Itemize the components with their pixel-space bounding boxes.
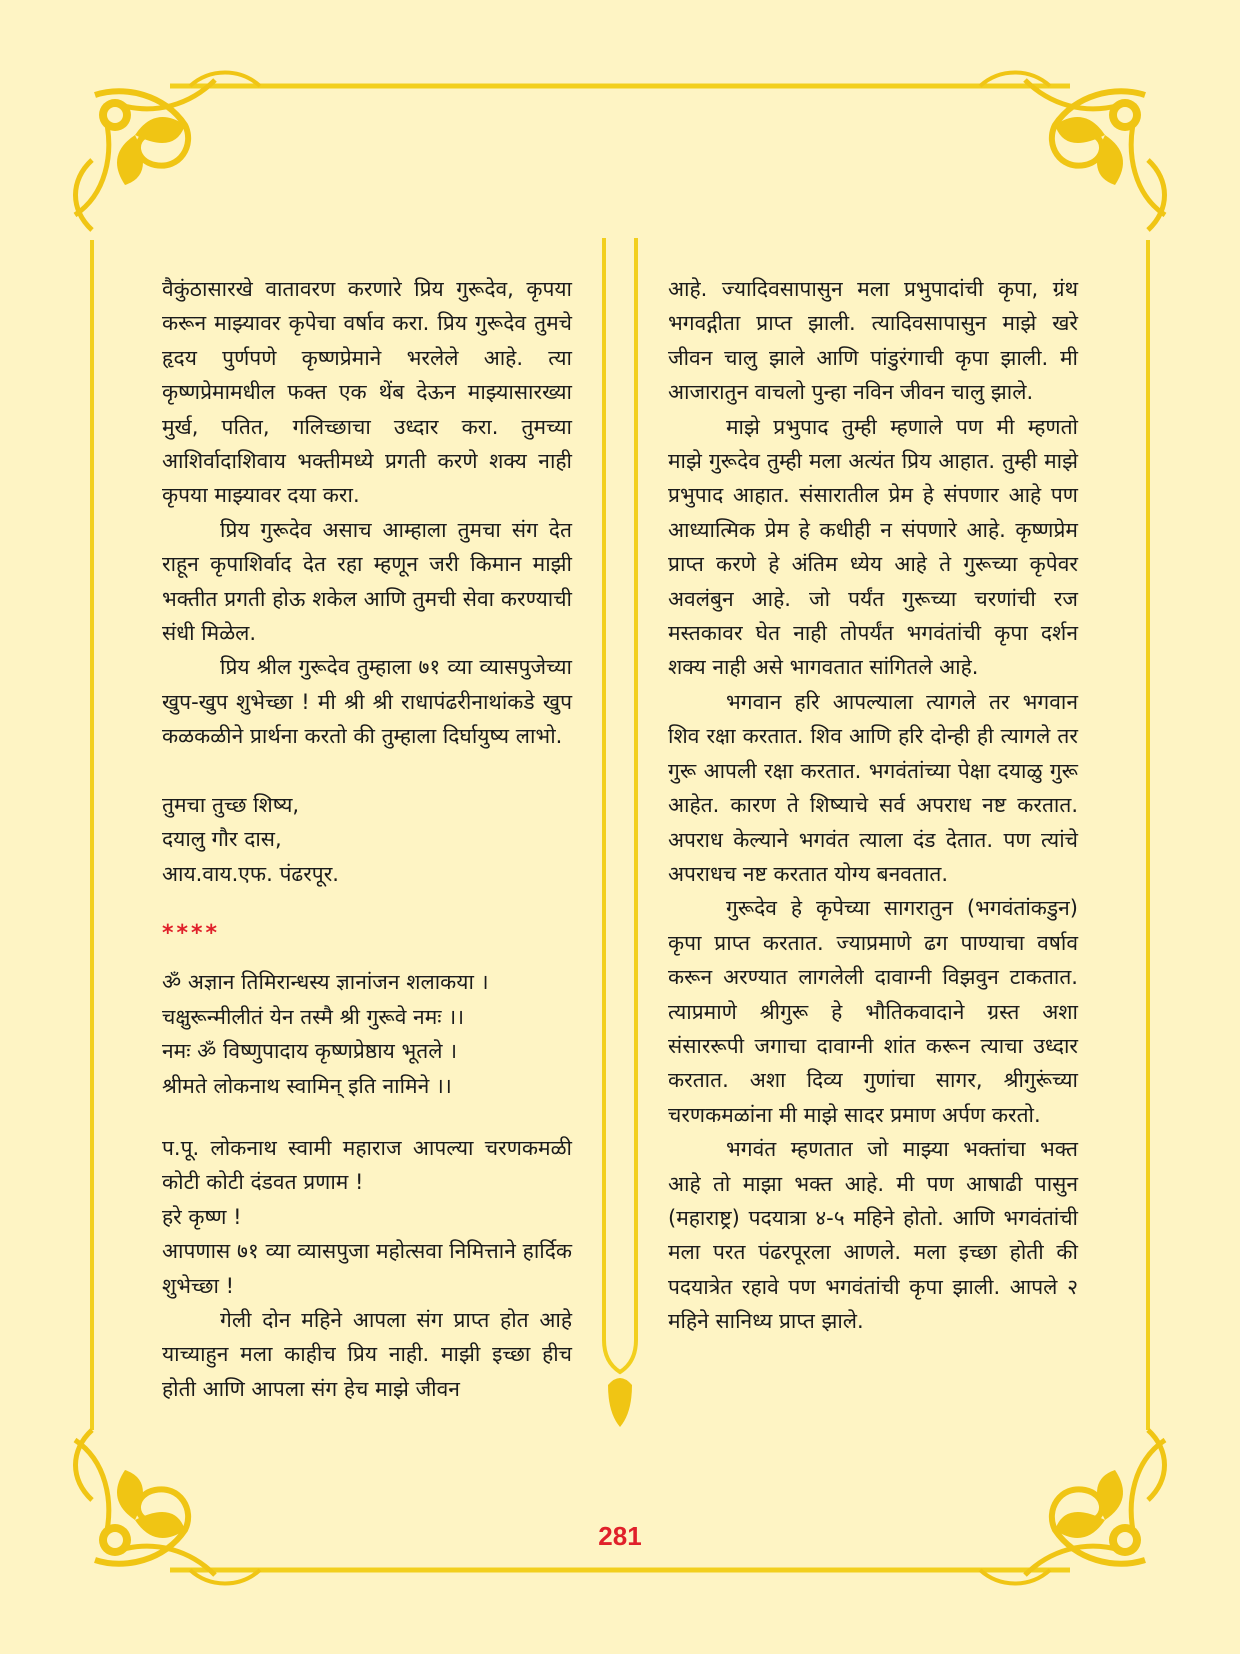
left-column bbox=[162, 272, 572, 1406]
section-separator: **** bbox=[162, 920, 221, 946]
signoff-line: दयालु गौर दास, bbox=[162, 827, 282, 852]
shloka bbox=[162, 965, 572, 1103]
shloka-line: ॐ अज्ञान तिमिरान्धस्य ज्ञानांजन शलाकया । bbox=[162, 970, 489, 995]
salutation: प.पू. लोकनाथ स्वामी महाराज आपल्या चरणकमळी कोटी कोटी दंडवत प्रणाम ! bbox=[162, 1135, 572, 1195]
paragraph: प्रिय श्रील गुरूदेव तुम्हाला ७१ व्या व्यासपुजेच्या खुप-खुप शुभेच्छा ! मी श्री श्री राधापंढरीनाथांकडे खुप कळकळीने प्रार्थना करतो की तुम्हाला दिर्घायुष्य लाभो. bbox=[162, 655, 572, 749]
page-number: 281 bbox=[598, 1521, 642, 1551]
hare-krishna: हरे कृष्ण ! bbox=[162, 1204, 242, 1229]
paragraph: आहे. ज्यादिवसापासुन मला प्रभुपादांची कृपा, ग्रंथ भगवद्गीता प्राप्त झाली. त्यादिवसापासुन माझे खरे जीवन चालु झाले आणि पांडुरंगाची कृपा झाली. मी आजारातुन वाचलो पुन्हा नविन जीवन चालु झाले. bbox=[668, 277, 1078, 405]
tilak-divider-icon bbox=[604, 238, 636, 1427]
paragraph: वैकुंठासारखे वातावरण करणारे प्रिय गुरूदेव, कृपया करून माझ्यावर कृपेचा वर्षाव करा. प्रिय गुरूदेव तुमचे हृदय पुर्णपणे कृष्णप्रेमाने भरलेले आहे. त्या कृष्णप्रेमामधील फक्त एक थेंब देऊन माझ्यासारख्या मुर्ख, पतित, गलिच्छाचा उध्दार करा. तुमच्या आशिर्वादाशिवाय भक्तीमध्ये प्रगती करणे शक्य नाही कृपया माझ्यावर दया करा. bbox=[162, 277, 572, 508]
paragraph: भगवंत म्हणतात जो माझ्या भक्तांचा भक्त आहे तो माझा भक्त आहे. मी पण आषाढी पासुन (महाराष्ट्र) पदयात्रा ४-५ महिने होतो. आणि भगवंतांची मला परत पंढरपूरला आणले. मला इच्छा होती की पदयात्रेत रहावे पण भगवंतांची कृपा झाली. आपले २ महिने सानिध्य प्राप्त झाले. bbox=[668, 1137, 1078, 1334]
signoff bbox=[162, 788, 572, 891]
signoff-line: तुमचा तुच्छ शिष्य, bbox=[162, 792, 300, 817]
paragraph: भगवान हरि आपल्याला त्यागले तर भगवान शिव रक्षा करतात. शिव आणि हरि दोन्ही ही त्यागले तर गुरू आपली रक्षा करतात. भगवंतांच्या पेक्षा दयाळु गुरू आहेत. कारण ते शिष्याचे सर्व अपराध नष्ट करतात. अपराध केल्याने भगवंत त्याला दंड देतात. पण त्यांचे अपराधच नष्ट करतात योग्य बनवतात. bbox=[668, 689, 1078, 886]
paragraph: गुरूदेव हे कृपेच्या सागरातुन (भगवंतांकडुन) कृपा प्राप्त करतात. ज्याप्रमाणे ढग पाण्याचा वर्षाव करून अरण्यात लागलेली दावाग्नी विझवुन टाकतात. त्याप्रमाणे श्रीगुरू हे भौतिकवादाने ग्रस्त अशा संसाररूपी जगाचा दावाग्नी शांत करून त्याचा उध्दार करतात. अशा दिव्य गुणांचा सागर, श्रीगुरूंच्या चरणकमळांना मी माझे सादर प्रमाण अर्पण करतो. bbox=[668, 896, 1078, 1127]
paragraph: माझे प्रभुपाद तुम्ही म्हणाले पण मी म्हणतो माझे गुरूदेव तुम्ही मला अत्यंत प्रिय आहात. तुम्ही माझे प्रभुपाद आहात. संसारातील प्रेम हे संपणार आहे पण आध्यात्मिक प्रेम हे कधीही न संपणारे आहे. कृष्णप्रेम प्राप्त करणे हे अंतिम ध्येय आहे ते गुरूच्या कृपेवर अवलंबुन आहे. जो पर्यंत गुरूच्या चरणांची रज मस्तकावर घेत नाही तोपर्यंत भगवंतांची कृपा दर्शन शक्य नाही असे भागवतात सांगितले आहे. bbox=[668, 414, 1078, 680]
signoff-line: आय.वाय.एफ. पंढरपूर. bbox=[162, 861, 339, 886]
shloka-line: चक्षुरून्मीलीतं येन तस्मै श्री गुरूवे नमः ।। bbox=[162, 1004, 465, 1029]
shloka-line: श्रीमते लोकनाथ स्वामिन् इति नामिने ।। bbox=[162, 1073, 452, 1098]
right-column bbox=[668, 272, 1078, 1339]
corner-flourish-icon bbox=[1025, 80, 1165, 215]
shloka-line: नमः ॐ विष्णुपादाय कृष्णप्रेष्ठाय भूतले । bbox=[162, 1039, 458, 1064]
paragraph: प्रिय गुरूदेव असाच आम्हाला तुमचा संग देत राहून कृपाशिर्वाद देत रहा म्हणून जरी किमान माझी भक्तीत प्रगती होऊ शकेल आणि तुमची सेवा करण्याची संधी मिळेल. bbox=[162, 517, 572, 646]
corner-flourish-icon bbox=[75, 80, 215, 215]
corner-flourish-icon bbox=[1025, 1440, 1165, 1575]
corner-flourish-icon bbox=[75, 1440, 215, 1575]
paragraph: गेली दोन महिने आपला संग प्राप्त होत आहे याच्याहुन मला काहीच प्रिय नाही. माझी इच्छा हीच होती आणि आपला संग हेच माझे जीवन bbox=[162, 1307, 572, 1401]
greeting: आपणास ७१ व्या व्यासपुजा महोत्सवा निमित्ताने हार्दिक शुभेच्छा ! bbox=[162, 1239, 572, 1298]
